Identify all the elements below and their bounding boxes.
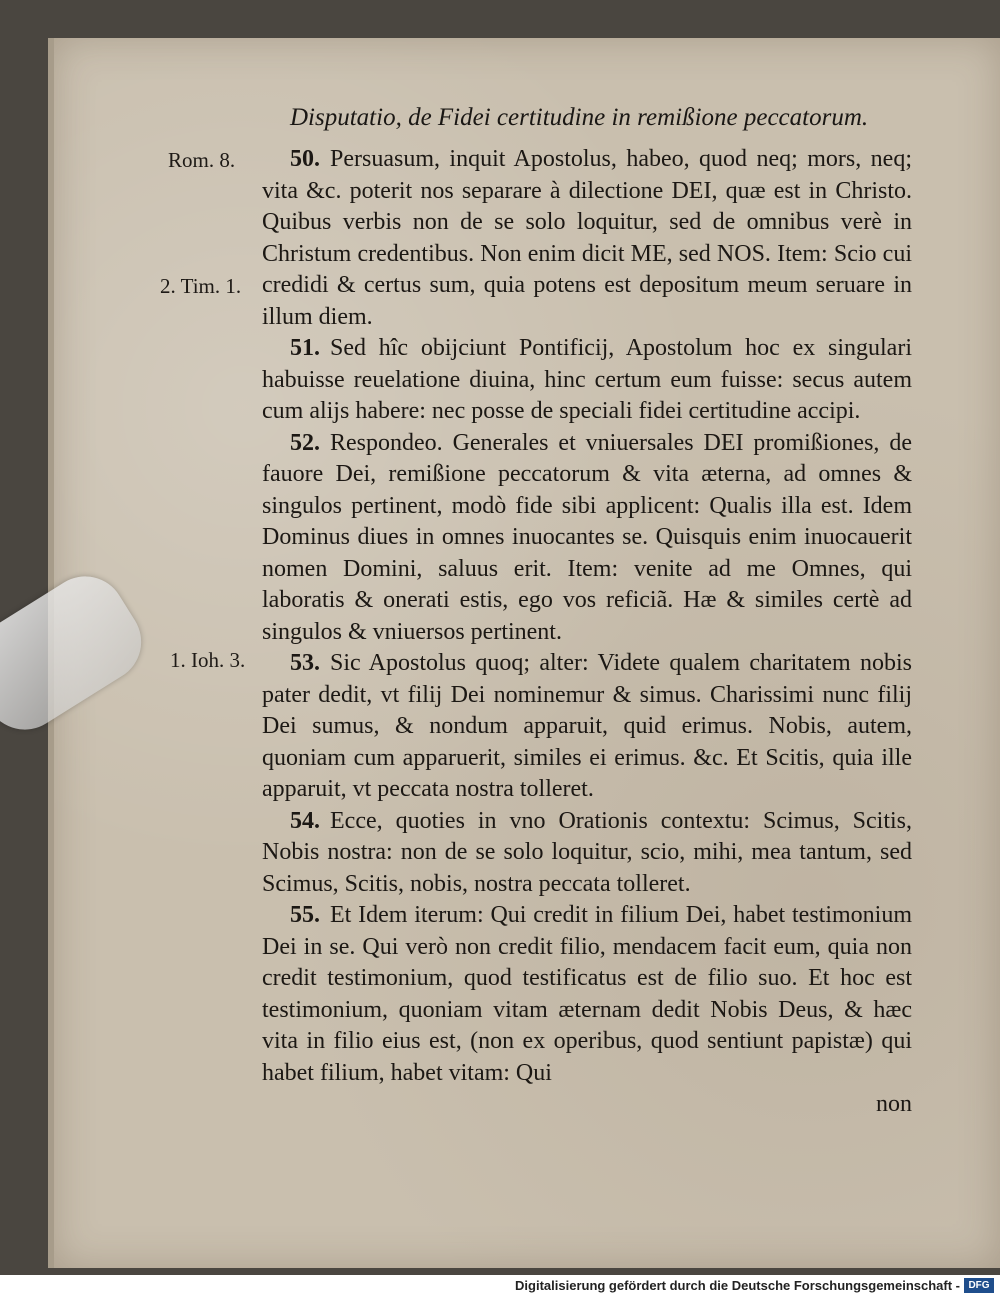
margin-note-tim: 2. Tim. 1. (160, 274, 242, 298)
paragraph-50 (262, 144, 912, 333)
paragraph-55 (262, 900, 912, 1089)
dfg-logo: DFG (964, 1278, 994, 1293)
paragraph-number: 53. (290, 650, 320, 676)
paragraph-number: 54. (290, 807, 320, 834)
paragraph-number: 52. (290, 429, 320, 456)
paragraph-text: Ecce, quoties in vno Orationis contextu: Scimus, Scitis, Nobis nostra: non de se solo loquitur, scio, mihi, mea tantum, sed Scimus, Scitis, nobis, nostra peccata tolleret. (262, 807, 912, 897)
paragraph-51 (262, 333, 912, 428)
paragraph-number: 51. (290, 335, 320, 361)
page-header: Disputatio, de Fidei certitudine in remißione peccatorum. (290, 104, 869, 131)
footer-bar (0, 1275, 1000, 1297)
paragraph-text: Persuasum, inquit Apostolus, habeo, quod neq; mors, neq; vita &c. poterit nos separare à dilectione DEI, quæ est in Christo. Quibus verbis non de se solo loquitur, sed de omnibus verè in Christum credentibus. Non enim dicit ME, sed NOS. Item: Scio cui credidi & certus sum, quia potens est depositum meum seruare in illum diem. (262, 146, 912, 330)
paragraph-number: 55. (290, 902, 320, 928)
paragraph-54 (262, 806, 912, 901)
paragraph-text: Respondeo. Generales et vniuersales DEI promißiones, de fauore Dei, remißione peccatorum & vita æterna, ad omnes & singulos pertinent, modò fide sibi applicent: Qualis illa est. Idem Dominus diues in omnes inuocantes se. Quisquis enim inuocauerit nomen Domini, saluus erit. Item: venite ad me Omnes, qui laboratis & onerati estis, ego vos reficiã. Hæ & similes certè ad singulos & vniuersos pertinent. (262, 429, 912, 645)
body-text (262, 144, 912, 1121)
paragraph-52 (262, 428, 912, 649)
margin-note-rom: Rom. 8. (168, 148, 236, 172)
catchword: non (876, 1091, 912, 1117)
footer-credit: Digitalisierung gefördert durch die Deutsche Forschungsgemeinschaft - (515, 1278, 960, 1293)
paragraph-number: 50. (290, 146, 320, 172)
paragraph-53 (262, 648, 912, 806)
margin-note-ioh: 1. Ioh. 3. (170, 648, 246, 672)
paragraph-text: Sed hîc obijciunt Pontificij, Apostolum hoc ex singulari habuisse reuelatione diuina, hinc certum eum fuisse: secus autem cum alijs habere: nec posse de speciali fidei certitudine accipi. (262, 335, 912, 424)
paragraph-text: Et Idem iterum: Qui credit in filium Dei, habet testimonium Dei in se. Qui verò non credit filio, mendacem facit eum, quia non credit testimonium, quod testificatus est de filio suo. Et hoc est testimonium, quoniam vitam æternam dedit Nobis Deus, & hæc vita in filio eius est, (non ex operibus, quod sentiunt papistæ) qui habet filium, habet vitam: Qui (262, 902, 912, 1086)
paragraph-text: Sic Apostolus quoq; alter: Videte qualem charitatem nobis pater dedit, vt filij Dei nominemur & simus. Charissimi nunc filij Dei sumus, & nondum apparuit, quid erimus. Nobis, autem, quoniam cum apparuerit, similes ei erimus. &c. Et Scitis, quia ille apparuit, vt peccata nostra tolleret. (262, 650, 912, 802)
